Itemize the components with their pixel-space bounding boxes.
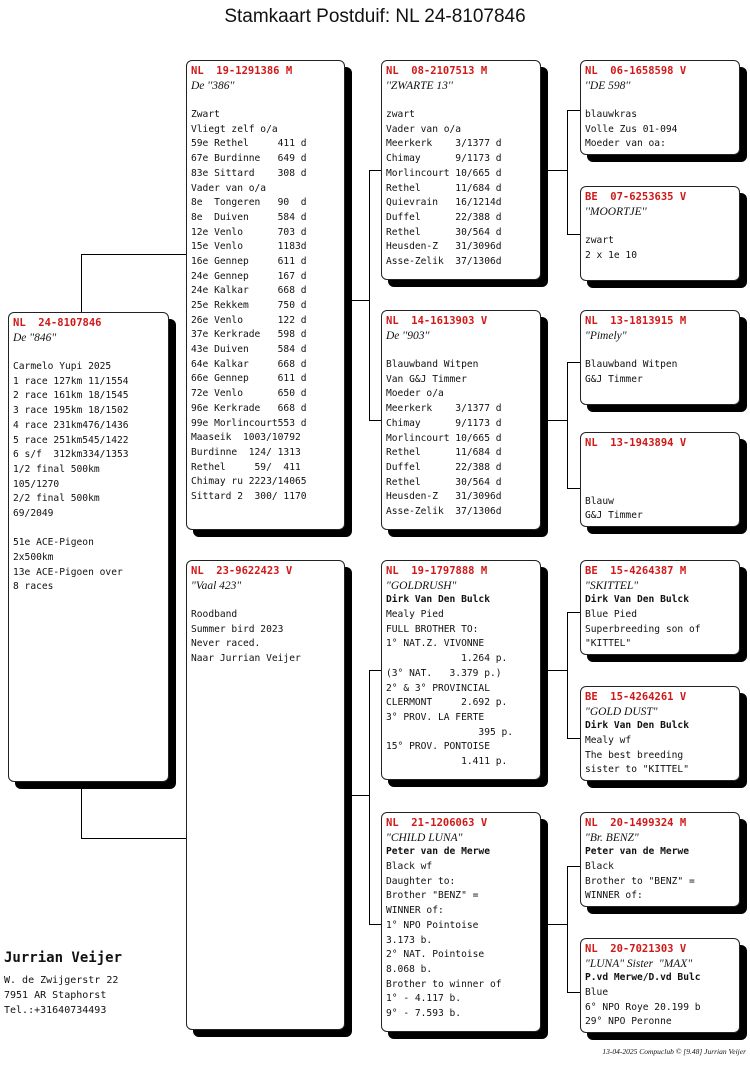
connector-line bbox=[567, 992, 581, 993]
card-text-line: Morlincourt 10/665 d bbox=[386, 167, 502, 179]
pigeon-card-ssd[interactable] bbox=[580, 186, 740, 281]
card-text-line: Mealy Pied bbox=[386, 609, 444, 621]
pigeon-card-sss[interactable] bbox=[580, 60, 740, 155]
card-text-line: G&J Timmer bbox=[585, 373, 643, 385]
card-text-line: Rethel 59/ 411 bbox=[191, 461, 301, 473]
card-text-line: Van G&J Timmer bbox=[386, 373, 467, 385]
connector-line bbox=[567, 110, 568, 234]
card-text-line: 1° NAT.Z. VIVONNE bbox=[386, 638, 485, 650]
card-text-line: 8 races bbox=[13, 581, 54, 593]
card-text-line: 24e Kalkar 668 d bbox=[191, 285, 307, 297]
card-text-line: Blue bbox=[585, 987, 609, 999]
card-text-line: Asse-Zelik 37/1306d bbox=[386, 255, 502, 267]
connector-line bbox=[345, 300, 370, 301]
pigeon-name: De "846" bbox=[13, 331, 57, 344]
card-text-line: Brother to winner of bbox=[386, 978, 502, 990]
card-text-line: Sittard 2 300/ 1170 bbox=[191, 490, 307, 502]
owner-city: 7951 AR Staphorst bbox=[4, 990, 107, 1001]
card-text-line: Zwart bbox=[191, 109, 220, 121]
card-text-line: 1° NPO Pointoise bbox=[386, 919, 479, 931]
card-text-line: sister to "KITTEL" bbox=[585, 764, 689, 776]
card-text-line: 4 race 231km476/1436 bbox=[13, 419, 129, 431]
card-text-line: G&J Timmer bbox=[585, 510, 643, 522]
card-text-line: 15° PROV. PONTOISE bbox=[386, 741, 490, 753]
card-text-line: 8.068 b. bbox=[386, 963, 433, 975]
card-text-line: 59e Rethel 411 d bbox=[191, 138, 307, 150]
owner-address: W. de Zwijgerstr 22 bbox=[4, 975, 119, 986]
card-text-line: 12e Venlo 703 d bbox=[191, 226, 307, 238]
ring-number: NL 21-1206063 V bbox=[386, 817, 488, 829]
card-text-line: 6 s/f 312km334/1353 bbox=[13, 449, 129, 461]
pigeon-name: "Vaal 423" bbox=[191, 579, 242, 592]
card-text-line: Vader van o/a bbox=[191, 182, 267, 194]
connector-line bbox=[345, 795, 370, 796]
card-text-line: Chimay ru 2223/14065 bbox=[191, 476, 307, 488]
card-text-line: (3° NAT. 3.379 p.) bbox=[386, 667, 502, 679]
card-text-line bbox=[585, 93, 735, 108]
ring-number: NL 19-1797888 M bbox=[386, 565, 488, 577]
card-text-line: 1.411 p. bbox=[386, 755, 508, 767]
card-text-line: 2° NAT. Pointoise bbox=[386, 949, 485, 961]
card-text-line: 99e Morlincourt553 d bbox=[191, 417, 307, 429]
pigeon-card-sire[interactable] bbox=[186, 60, 345, 530]
card-text-line: 395 p. bbox=[386, 726, 514, 738]
card-text-line: 24e Gennep 167 d bbox=[191, 270, 307, 282]
connector-line bbox=[541, 924, 568, 925]
card-text-line: Carmelo Yupi 2025 bbox=[13, 361, 112, 373]
card-text-line bbox=[13, 522, 164, 537]
connector-line bbox=[369, 670, 370, 924]
pigeon-name: De ''386'' bbox=[191, 79, 235, 92]
card-text-line bbox=[585, 219, 735, 234]
card-text-line: 67e Burdinne 649 d bbox=[191, 153, 307, 165]
card-text-line: Roodband bbox=[191, 609, 238, 621]
ring-number: NL 14-1613903 V bbox=[386, 315, 488, 327]
card-text-line: Heusden-Z 31/3096d bbox=[386, 241, 502, 253]
ring-number: NL 06-1658598 V bbox=[585, 65, 687, 77]
ring-number: NL 08-2107513 M bbox=[386, 65, 488, 77]
card-text-line: Duffel 22/388 d bbox=[386, 461, 502, 473]
connector-line bbox=[567, 362, 581, 363]
card-text-line: 2x500km bbox=[13, 552, 54, 563]
card-text-line: 96e Kerkrade 668 d bbox=[191, 402, 307, 414]
card-text-line bbox=[386, 93, 536, 108]
card-text-line: Rethel 11/684 d bbox=[386, 182, 502, 194]
connector-line bbox=[567, 866, 581, 867]
card-text-line: Burdinne 124/ 1313 bbox=[191, 446, 301, 458]
connector-line bbox=[81, 838, 187, 839]
card-text-line: Brother to "BENZ" = bbox=[585, 875, 695, 887]
breeder-name: Peter van de Merwe bbox=[386, 846, 490, 858]
card-text-line: Moeder o/a bbox=[386, 388, 444, 400]
pigeon-card-sds[interactable] bbox=[580, 310, 740, 405]
pigeon-name: "SKITTEL" bbox=[585, 579, 639, 592]
breeder-name: Dirk Van Den Bulck bbox=[386, 594, 490, 606]
card-text-line: Daughter to: bbox=[386, 875, 456, 887]
connector-line bbox=[567, 234, 581, 235]
card-text-line: 26e Venlo 122 d bbox=[191, 314, 307, 326]
card-text-line: Black wf bbox=[386, 861, 433, 873]
connector-line bbox=[541, 670, 568, 671]
breeder-name: Peter van de Merwe bbox=[585, 846, 689, 858]
card-text-line: 72e Venlo 650 d bbox=[191, 388, 307, 400]
card-text-line: 64e Kalkar 668 d bbox=[191, 358, 307, 370]
card-text-line: 3° PROV. LA FERTE bbox=[386, 711, 485, 723]
connector-line bbox=[567, 362, 568, 488]
connector-line bbox=[541, 420, 568, 421]
card-text-line: 83e Sittard 308 d bbox=[191, 167, 307, 179]
card-text-line: WINNER of: bbox=[386, 905, 444, 917]
pigeon-card-sdd[interactable] bbox=[580, 432, 740, 527]
card-text-line: 5 race 251km545/1422 bbox=[13, 434, 129, 446]
card-text-line: CLERMONT 2.692 p. bbox=[386, 697, 508, 709]
card-text-line: 69/2049 bbox=[13, 507, 54, 519]
card-text-line: Volle Zus 01-094 bbox=[585, 123, 678, 135]
footer-credit: 13-04-2025 Compuclub © [9.48] Jurrian Veijer bbox=[602, 1047, 746, 1056]
card-text-line: 13e ACE-Pigoen over bbox=[13, 566, 123, 578]
card-text-line: Rethel 11/684 d bbox=[386, 447, 502, 459]
card-text-line: 2° & 3° PROVINCIAL bbox=[386, 682, 490, 694]
connector-line bbox=[567, 738, 581, 739]
pigeon-name: "Br. BENZ" bbox=[585, 831, 639, 844]
card-text-line: Naar Jurrian Veijer bbox=[191, 653, 301, 665]
card-text-line: 15e Venlo 1183d bbox=[191, 241, 307, 253]
card-text-line: 3 race 195km 18/1502 bbox=[13, 405, 129, 417]
ring-number: NL 20-7021303 V bbox=[585, 943, 687, 955]
card-text-line: Superbreeding son of bbox=[585, 623, 701, 635]
card-text-line: 1 race 127km 11/1554 bbox=[13, 375, 129, 387]
owner-phone: Tel.:+31640734493 bbox=[4, 1005, 107, 1016]
card-text-line: 37e Kerkrade 598 d bbox=[191, 329, 307, 341]
card-text-line: Asse-Zelik 37/1306d bbox=[386, 505, 502, 517]
card-text-line: WINNER of: bbox=[585, 890, 643, 902]
connector-line bbox=[369, 170, 370, 420]
connector-line bbox=[567, 488, 581, 489]
card-text-line: 1.264 p. bbox=[386, 653, 508, 665]
ring-number: NL 19-1291386 M bbox=[191, 65, 293, 77]
pigeon-card-dds[interactable] bbox=[580, 812, 740, 907]
breeder-name: Dirk Van Den Bulck bbox=[585, 720, 689, 732]
card-text-line: Vader van o/a bbox=[386, 123, 462, 135]
pigeon-name: "Pimely" bbox=[585, 329, 627, 342]
card-text-line: Chimay 9/1173 d bbox=[386, 417, 502, 429]
card-text-line: 43e Duiven 584 d bbox=[191, 344, 307, 356]
card-text-line: Blue Pied bbox=[585, 609, 637, 621]
pigeon-name: ''MOORTJE'' bbox=[585, 205, 647, 218]
card-text-line: Meerkerk 3/1377 d bbox=[386, 403, 502, 415]
pigeon-name bbox=[585, 451, 735, 466]
ring-number: NL 13-1943894 V bbox=[585, 437, 687, 449]
pigeon-card-ddd[interactable] bbox=[580, 938, 740, 1033]
connector-line bbox=[567, 866, 568, 992]
card-text-line: 1/2 final 500km bbox=[13, 463, 100, 475]
card-text-line: zwart bbox=[585, 235, 614, 247]
card-text-line: Duffel 22/388 d bbox=[386, 211, 502, 223]
card-text-line: 16e Gennep 611 d bbox=[191, 255, 307, 267]
card-text-line: Meerkerk 3/1377 d bbox=[386, 138, 502, 150]
card-text-line: zwart bbox=[386, 109, 415, 121]
card-text-line: 9° - 7.593 b. bbox=[386, 1007, 462, 1019]
ring-number: NL 24-8107846 bbox=[13, 317, 102, 329]
card-text-line: 2 race 161km 18/1545 bbox=[13, 390, 129, 402]
ring-number: NL 20-1499324 M bbox=[585, 817, 687, 829]
ring-number: NL 23-9622423 V bbox=[191, 565, 293, 577]
card-text-line: The best breeding bbox=[585, 749, 684, 761]
card-text-line: 3.173 b. bbox=[386, 934, 433, 946]
card-text-line bbox=[191, 93, 340, 108]
ring-number: NL 13-1813915 M bbox=[585, 315, 687, 327]
card-text-line: Morlincourt 10/665 d bbox=[386, 432, 502, 444]
ring-number: BE 15-4264261 V bbox=[585, 691, 687, 703]
connector-line bbox=[567, 612, 568, 738]
card-text-line: 25e Rekkem 750 d bbox=[191, 300, 307, 311]
card-text-line: Summer bird 2023 bbox=[191, 623, 284, 635]
card-text-line bbox=[386, 343, 536, 358]
card-text-line: 29° NPO Peronne bbox=[585, 1016, 672, 1028]
card-text-line: 6° NPO Roye 20.199 b bbox=[585, 1001, 701, 1013]
pigeon-card-sire-dam[interactable] bbox=[381, 310, 541, 530]
pigeon-name: "LUNA" Sister "MAX" bbox=[585, 957, 693, 970]
pigeon-card-dam-dam[interactable] bbox=[381, 812, 541, 1032]
ring-number: BE 15-4264387 M bbox=[585, 565, 687, 577]
pigeon-card-sire-sire[interactable] bbox=[381, 60, 541, 280]
card-text-line: 1° - 4.117 b. bbox=[386, 993, 462, 1005]
card-text-line: Vliegt zelf o/a bbox=[191, 123, 278, 135]
card-text-line: blauwkras bbox=[585, 109, 637, 121]
card-text-line: Quievrain 16/1214d bbox=[386, 197, 502, 209]
card-text-line: 8e Tongeren 90 d bbox=[191, 197, 307, 209]
card-text-line: Never raced. bbox=[191, 638, 261, 650]
card-text-line bbox=[13, 345, 164, 360]
pigeon-card-dss[interactable] bbox=[580, 560, 740, 655]
card-text-line: Maaseik 1003/10792 bbox=[191, 432, 301, 444]
card-text-line: 66e Gennep 611 d bbox=[191, 373, 307, 385]
breeder-name: P.vd Merwe/D.vd Bulc bbox=[585, 972, 701, 984]
card-text-line: FULL BROTHER TO: bbox=[386, 623, 479, 635]
pigeon-name: ''DE 598'' bbox=[585, 79, 631, 92]
connector-line bbox=[567, 612, 581, 613]
card-text-line bbox=[585, 343, 735, 358]
page-title: Stamkaart Postduif: NL 24-8107846 bbox=[224, 6, 526, 27]
pigeon-name: "GOLD DUST" bbox=[585, 705, 658, 718]
connector-line bbox=[81, 254, 82, 312]
card-text-line: Black bbox=[585, 861, 614, 873]
connector-line bbox=[81, 782, 82, 838]
card-text-line: 51e ACE-Pigeon bbox=[13, 537, 94, 549]
pigeon-name: ''ZWARTE 13'' bbox=[386, 79, 453, 92]
card-text-line: Moeder van oa: bbox=[585, 138, 666, 150]
owner-name: Jurrian Veijer bbox=[4, 950, 123, 966]
card-text-line bbox=[191, 593, 340, 608]
pigeon-name: "GOLDRUSH" bbox=[386, 579, 457, 592]
card-text-line: 2 x 1e 10 bbox=[585, 249, 637, 261]
connector-line bbox=[81, 254, 187, 255]
card-text-line bbox=[585, 480, 735, 495]
card-text-line: Rethel 30/564 d bbox=[386, 226, 502, 238]
pigeon-card-dam-sire[interactable] bbox=[381, 560, 541, 780]
card-text-line: Rethel 30/564 d bbox=[386, 476, 502, 488]
card-text-line: 105/1270 bbox=[13, 478, 60, 490]
card-text-line: Mealy wf bbox=[585, 735, 632, 747]
ring-number: BE 07-6253635 V bbox=[585, 191, 687, 203]
card-text-line: Brother "BENZ" = bbox=[386, 890, 479, 902]
card-text-line: Chimay 9/1173 d bbox=[386, 153, 502, 165]
pigeon-card-subject[interactable] bbox=[8, 312, 169, 782]
pigeon-name: De ''903'' bbox=[386, 329, 430, 342]
pigeon-name: "CHILD LUNA" bbox=[386, 831, 463, 844]
card-text-line: 8e Duiven 584 d bbox=[191, 211, 307, 223]
card-text-line: 2/2 final 500km bbox=[13, 493, 100, 505]
connector-line bbox=[541, 170, 568, 171]
card-text-line: Blauw bbox=[585, 495, 614, 507]
card-text-line: Heusden-Z 31/3096d bbox=[386, 491, 502, 503]
card-text-line: "KITTEL" bbox=[585, 638, 632, 650]
breeder-name: Dirk Van Den Bulck bbox=[585, 594, 689, 606]
card-text-line bbox=[585, 465, 735, 480]
pigeon-card-dsd[interactable] bbox=[580, 686, 740, 781]
connector-line bbox=[567, 110, 581, 111]
pigeon-card-dam[interactable] bbox=[186, 560, 345, 1030]
card-text-line: Blauwband Witpen bbox=[386, 359, 479, 371]
card-text-line: Blauwband Witpen bbox=[585, 359, 678, 371]
